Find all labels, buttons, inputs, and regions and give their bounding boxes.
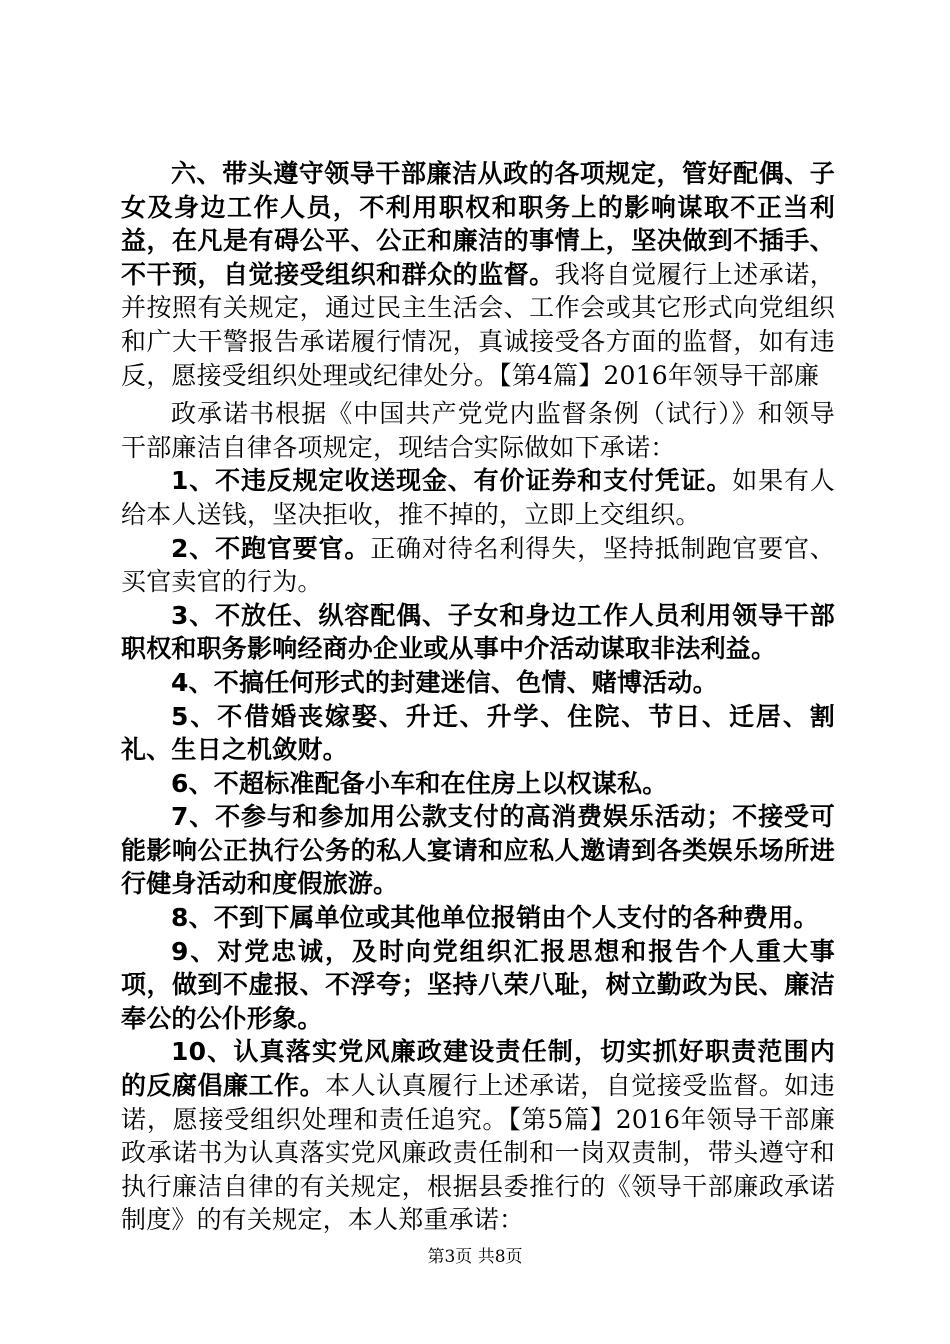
paragraph-bold-text: 2、不跑官要官。 [171, 533, 371, 563]
paragraph-commitment-9 [121, 936, 835, 1037]
paragraph-bold-text: 9、对党忠诚，及时向党组织汇报思想和报告个人重大事项，做到不虚报、不浮夸；坚持八荣八耻，树立勤政为民、廉洁奉公的公仆形象。 [121, 936, 835, 1033]
paragraph-plain-text: 我将自觉履行上述承诺，并按照有关规定，通过民主生活会、工作会或其它形式向党组织和广大干警报告承诺履行情况，真诚接受各方面的监督，如有违反，愿接受组织处理或纪律处分。【第4篇】2016年领导干部廉 [121, 259, 835, 390]
paragraph-commitment-intro [121, 398, 835, 465]
paragraph-bold-text: 7、不参与和参加用公款支付的高消费娱乐活动；不接受可能影响公正执行公务的私人宴请和应私人邀请到各类娱乐场所进行健身活动和度假旅游。 [121, 802, 835, 899]
paragraph-bold-text: 1、不违反规定收送现金、有价证券和支付凭证。 [171, 466, 733, 496]
paragraph-commitment-2 [121, 533, 835, 600]
paragraph-commitment-10 [121, 1036, 835, 1238]
paragraph-commitment-4 [121, 667, 835, 701]
paragraph-commitment-7 [121, 801, 835, 902]
paragraph-plain-text: 正确对待名利得失，坚持抵制跑官要官、买官卖官的行为。 [121, 533, 835, 597]
paragraph-commitment-6 [121, 768, 835, 802]
paragraph-item-6 [121, 158, 835, 393]
paragraph-commitment-5 [121, 701, 835, 768]
paragraph-plain-text: 政承诺书根据《中国共产党党内监督条例（试行）》和领导干部廉洁自律各项规定，现结合实际做如下承诺： [121, 399, 835, 462]
paragraph-plain-text: 如果有人给本人送钱，坚决拒收，推不掉的，立即上交组织。 [121, 466, 836, 529]
page-footer [0, 1242, 950, 1267]
paragraph-bold-text: 3、不放任、纵容配偶、子女和身边工作人员利用领导干部职权和职务影响经商办企业或从事中介活动谋取非法利益。 [121, 600, 835, 664]
paragraph-bold-text: 六、带头遵守领导干部廉洁从政的各项规定，管好配偶、子女及身边工作人员，不利用职权和职务上的影响谋取不正当利益，在凡是有碍公平、公正和廉洁的事情上，坚决做到不插手、不干预，自觉接受组织和群众的监督。 [121, 159, 835, 289]
paragraph-bold-text: 6、不超标准配备小车和在住房上以权谋私。 [171, 768, 668, 798]
paragraph-commitment-8 [121, 902, 835, 936]
paragraph-bold-text: 4、不搞任何形式的封建迷信、色情、赌博活动。 [171, 667, 718, 697]
paragraph-commitment-1 [121, 465, 835, 532]
paragraph-bold-text: 8、不到下属单位或其他单位报销由个人支付的各种费用。 [171, 903, 819, 933]
paragraph-commitment-3 [121, 600, 835, 667]
paragraph-plain-text: 本人认真履行上述承诺，自觉接受监督。如违诺，愿接受组织处理和责任追究。【第5篇】2016年领导干部廉政承诺书为认真落实党风廉政责任制和一岗双责制，带头遵守和执行廉洁自律的有关规定，根据县委推行的《领导干部廉政承诺制度》的有关规定，本人郑重承诺： [121, 1071, 835, 1235]
page-number-text: 第3页 共8页 [427, 1247, 523, 1267]
document-body [121, 158, 835, 1238]
paragraph-bold-text: 10、认真落实党风廉政建设责任制，切实抓好职责范围内的反腐倡廉工作。 [121, 1037, 835, 1101]
paragraph-bold-text: 5、不借婚丧嫁娶、升迁、升学、住院、节日、迁居、割礼、生日之机敛财。 [121, 701, 835, 765]
